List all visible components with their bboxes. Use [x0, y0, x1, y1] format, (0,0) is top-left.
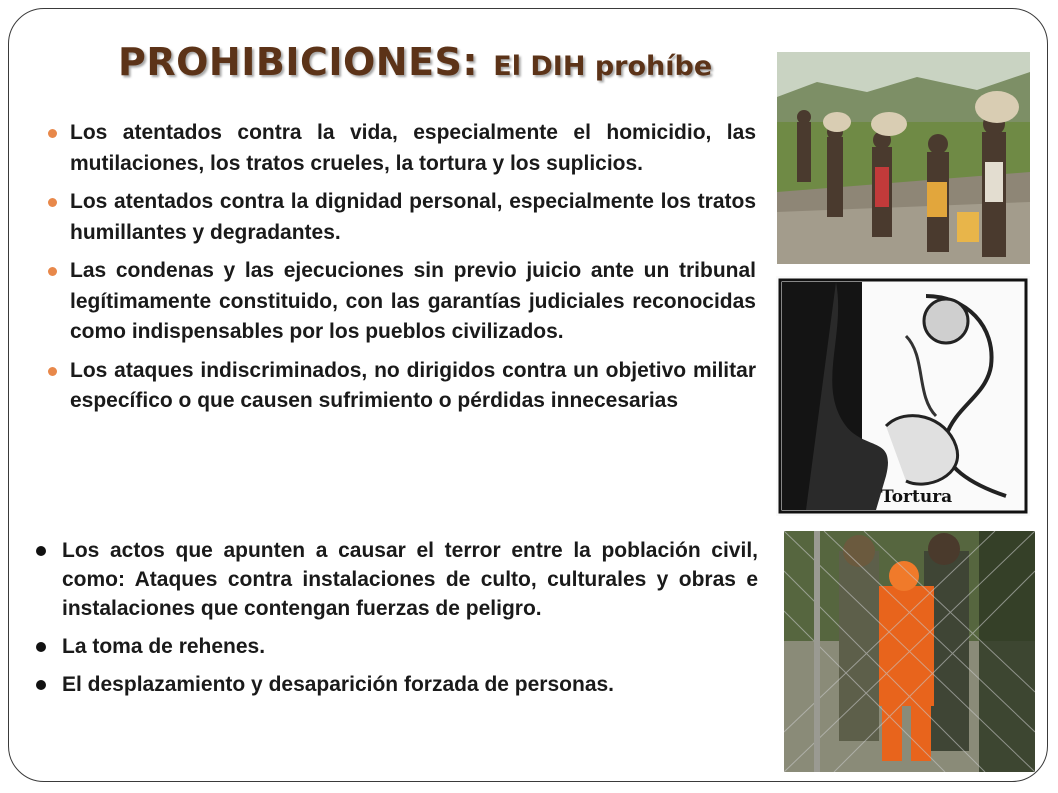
title-sub: El DIH prohíbe: [493, 51, 713, 82]
refugees-photo: [777, 52, 1030, 264]
list-item-text: Los actos que apunten a causar el terror entre la población civil, como: Ataques contra instalaciones de culto, culturales y obras e instalaciones que contengan fuerzas de peligro.: [62, 539, 758, 620]
list-item-text: El desplazamiento y desaparición forzada de personas.: [62, 673, 615, 696]
prohibitions-list-secondary: [62, 536, 758, 708]
prohibitions-list-primary: [70, 118, 756, 425]
list-item: [70, 118, 756, 179]
list-item: [62, 670, 758, 699]
list-item-text: Los atentados contra la vida, especialmente el homicidio, las mutilaciones, los tratos crueles, la tortura y los suplicios.: [70, 121, 756, 175]
bullet-dot-icon: [48, 267, 57, 276]
list-item-text: Las condenas y las ejecuciones sin previo juicio ante un tribunal legítimamente constituido, con las garantías judiciales reconocidas como indispensables por los pueblos civilizados.: [70, 259, 756, 343]
list-item: [62, 536, 758, 623]
list-item: [62, 632, 758, 661]
slide-title: [118, 40, 712, 84]
torture-illustration: [776, 276, 1030, 516]
bullet-dot-icon: [36, 546, 46, 556]
bullet-dot-icon: [36, 642, 46, 652]
list-item: [70, 187, 756, 248]
bullet-dot-icon: [48, 198, 57, 207]
list-item-text: La toma de rehenes.: [62, 635, 266, 658]
bullet-dot-icon: [48, 129, 57, 138]
bullet-dot-icon: [36, 680, 46, 690]
list-item-text: Los ataques indiscriminados, no dirigidos contra un objetivo militar específico o que causen sufrimiento o pérdidas innecesarias: [70, 358, 756, 412]
torture-caption: Tortura: [881, 487, 953, 507]
list-item-text: Los atentados contra la dignidad personal, especialmente los tratos humillantes y degradantes.: [70, 190, 756, 244]
list-item: [70, 356, 756, 417]
bullet-dot-icon: [48, 367, 57, 376]
title-main: PROHIBICIONES:: [118, 40, 479, 84]
detainee-photo: [784, 531, 1035, 772]
list-item: [70, 256, 756, 348]
